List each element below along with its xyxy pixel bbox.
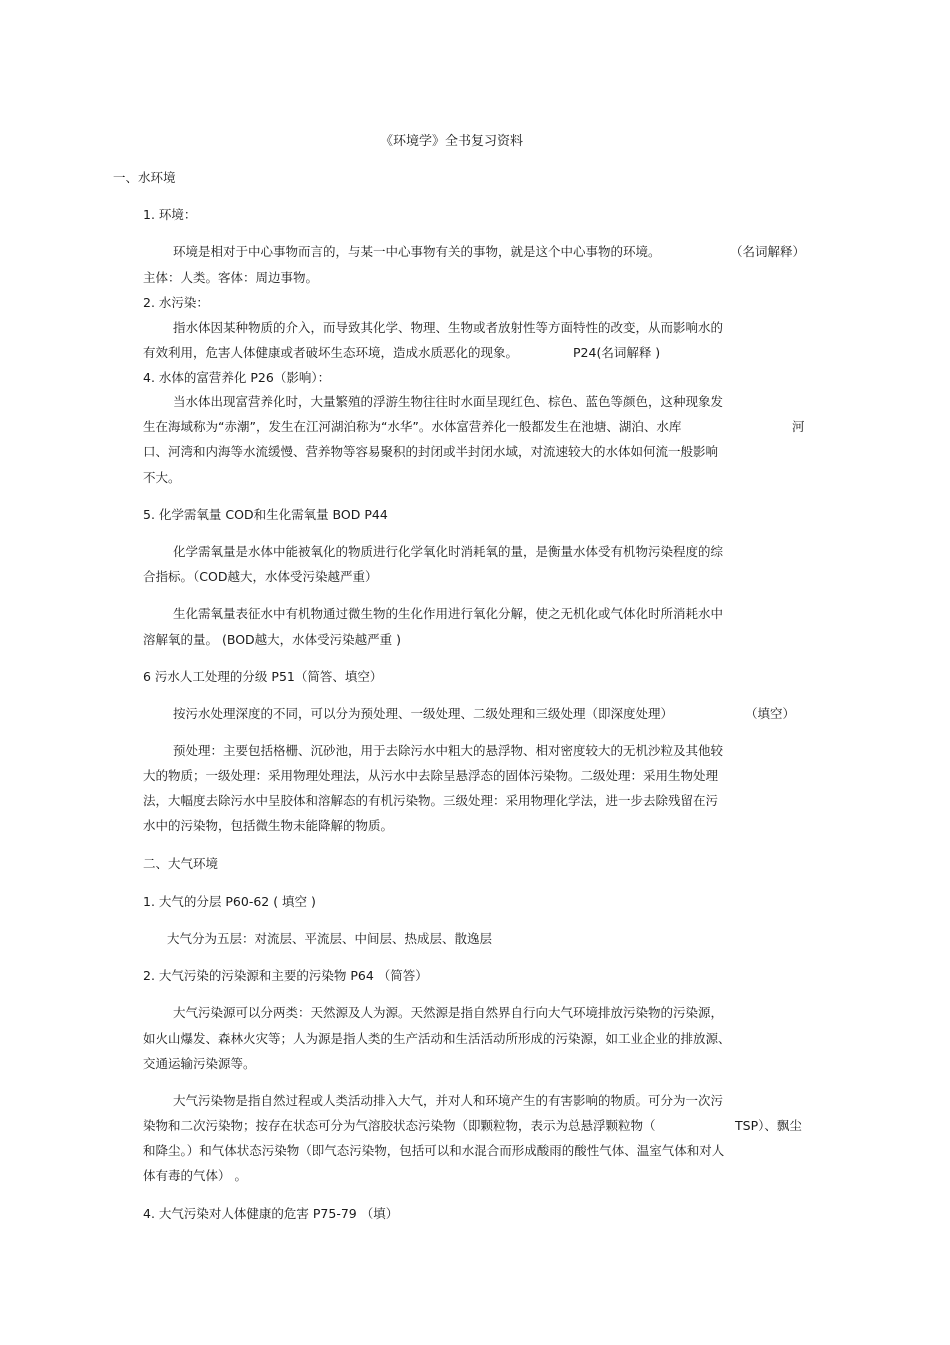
paragraph-line: 如火山爆发、森林火灾等；人为源是指人类的生产活动和生活活动所形成的污染源，如工业企业的排放源、 (143, 1031, 731, 1046)
item-heading-environment: 1. 环境： (143, 207, 197, 222)
paragraph-line: 不大。 (143, 470, 181, 485)
item-heading-health-hazards: 4. 大气污染对人体健康的危害 P75-79 （填） (143, 1206, 399, 1221)
item-heading-water-pollution: 2. 水污染： (143, 295, 209, 310)
paragraph-note: P24(名词解释 ) (573, 345, 661, 360)
paragraph-line: 预处理：主要包括格栅、沉砂池，用于去除污水中粗大的悬浮物、相对密度较大的无机沙粒及其他较 (173, 743, 724, 758)
item-heading-atmosphere-layers: 1. 大气的分层 P60-62 ( 填空 ) (143, 894, 316, 909)
paragraph-line: 大的物质；一级处理：采用物理处理法，从污水中去除呈悬浮态的固体污染物。二级处理：采用生物处理 (143, 768, 719, 783)
item-heading-air-pollution-sources: 2. 大气污染的污染源和主要的污染物 P64 （简答） (143, 968, 428, 983)
paragraph-line: 大气分为五层：对流层、平流层、中间层、热成层、散逸层 (167, 931, 493, 946)
paragraph-line: 和降尘。）和气体状态污染物（即气态污染物，包括可以和水混合而形成酸雨的酸性气体、温室气体和对人 (143, 1143, 725, 1158)
item-heading-eutrophication: 4. 水体的富营养化 P26（影响）： (143, 370, 331, 385)
paragraph-line: 大气污染源可以分两类：天然源及人为源。天然源是指自然界自行向大气环境排放污染物的污染源， (173, 1005, 724, 1020)
paragraph-line: 体有毒的气体） 。 (143, 1168, 247, 1183)
paragraph-line: 口、河湾和内海等水流缓慢、营养物等容易聚积的封闭或半封闭水域，对流速较大的水体如何流一般影响 (143, 444, 719, 459)
paragraph-line: 交通运输污染源等。 (143, 1056, 256, 1071)
paragraph-line: 指水体因某种物质的介入，而导致其化学、物理、生物或者放射性等方面特性的改变，从而影响水的 (173, 320, 724, 335)
document-title: 《环境学》全书复习资料 (380, 134, 524, 149)
paragraph-line: 有效利用，危害人体健康或者破坏生态环境，造成水质恶化的现象。 (143, 345, 519, 360)
paragraph-line: 溶解氧的量。 (BOD越大，水体受污染越严重 ) (143, 632, 402, 647)
paragraph-line: 生在海域称为“赤潮”，发生在江河湖泊称为“水华”。水体富营养化一般都发生在池塘、湖泊、水库 (143, 419, 682, 434)
item-heading-sewage-treatment: 6 污水人工处理的分级 P51（简答、填空） (143, 669, 383, 684)
paragraph-note: （名词解释） (730, 244, 806, 259)
paragraph-line: 大气污染物是指自然过程或人类活动排入大气，并对人和环境产生的有害影响的物质。可分为一次污 (173, 1093, 724, 1108)
section-heading-atmosphere: 二、大气环境 (143, 856, 219, 871)
section-heading-water: 一、水环境 (113, 170, 176, 185)
paragraph-line-end: TSP）、飘尘 (735, 1118, 802, 1133)
paragraph-line: 按污水处理深度的不同，可以分为预处理、一级处理、二级处理和三级处理（即深度处理） (173, 706, 674, 721)
paragraph-line: 生化需氧量表征水中有机物通过微生物的生化作用进行氧化分解，使之无机化或气体化时所消耗水中 (173, 606, 724, 621)
item-heading-cod-bod: 5. 化学需氧量 COD和生化需氧量 BOD P44 (143, 507, 388, 522)
paragraph-note: （填空） (745, 706, 796, 721)
paragraph-line: 合指标。（COD越大，水体受污染越严重） (143, 569, 378, 584)
paragraph-line: 环境是相对于中心事物而言的，与某一中心事物有关的事物，就是这个中心事物的环境。 (173, 244, 661, 259)
paragraph-line: 水中的污染物，包括微生物未能降解的物质。 (143, 818, 394, 833)
paragraph-line-end: 河 (792, 419, 805, 434)
paragraph-line: 主体：人类。客体：周边事物。 (143, 270, 319, 285)
paragraph-line: 化学需氧量是水体中能被氧化的物质进行化学氧化时消耗氧的量，是衡量水体受有机物污染程度的综 (173, 544, 724, 559)
paragraph-line: 染物和二次污染物；按存在状态可分为气溶胶状态污染物（即颗粒物，表示为总悬浮颗粒物（ (143, 1118, 656, 1133)
paragraph-line: 法，大幅度去除污水中呈胶体和溶解态的有机污染物。三级处理：采用物理化学法，进一步去除残留在污 (143, 793, 719, 808)
paragraph-line: 当水体出现富营养化时，大量繁殖的浮游生物往往时水面呈现红色、棕色、蓝色等颜色，这种现象发 (173, 394, 724, 409)
